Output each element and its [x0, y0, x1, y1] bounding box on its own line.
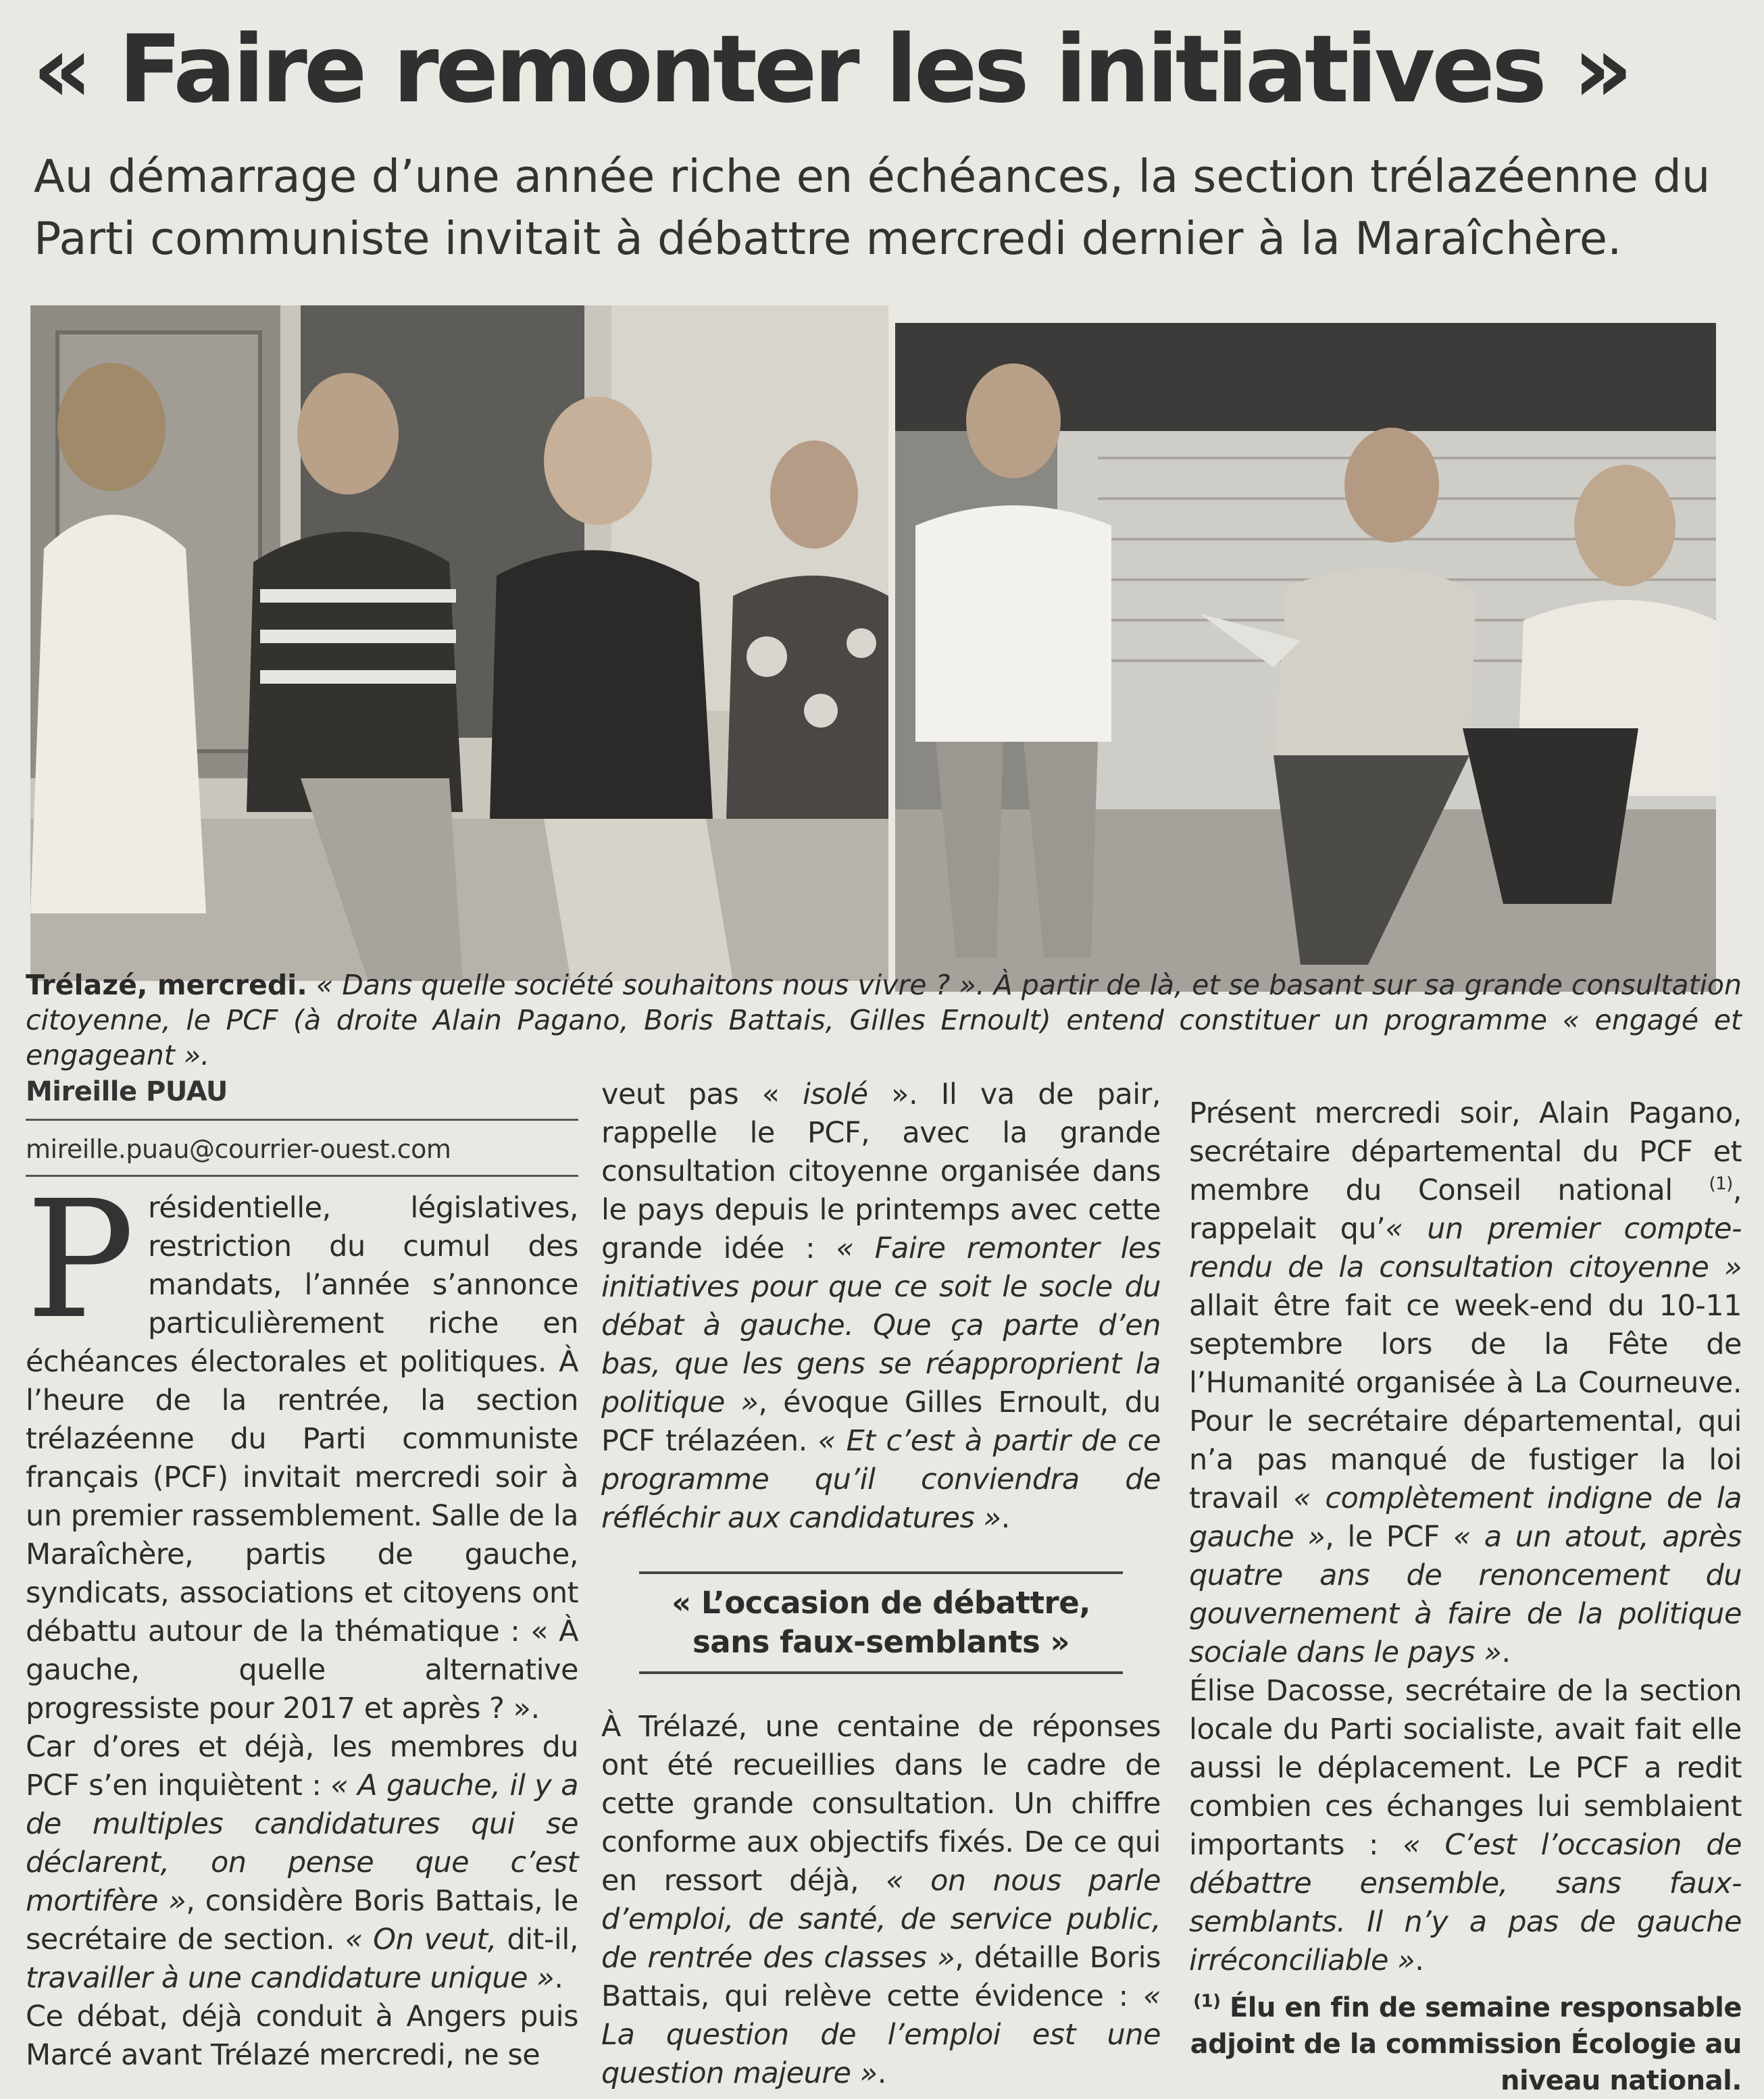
col2-paragraph-2 [601, 1708, 1161, 2093]
footnote-text: Élu en fin de semaine responsable adjoint de la commission Écologie au niveau national. [1190, 1992, 1742, 2096]
column-1 [26, 1074, 578, 2075]
col2-p2-quote-1: « on nous parle d’emploi, de santé, de service public, de rentrée des classes » [601, 1864, 1161, 1975]
intertitle: « L’occasion de débattre, sans faux-semblants » [639, 1571, 1123, 1674]
caption-text-1: . À partir de là, et se basant sur sa grande consultation citoyenne, le PCF (à droite Alain Pagano, Boris Battais, Gilles Ernoult) entend constituer un programme [26, 969, 1742, 1036]
col3-p1-quote-1: « un premier compte-rendu de la consultation citoyenne » [1189, 1212, 1742, 1284]
col1-p2-quote-1: « A gauche, il y a de multiples candidatures qui se déclarent, on pense que c’est mortifère » [26, 1769, 578, 1918]
col3-p2-text: Élise Dacosse, secrétaire de la section locale du Parti socialiste, avait fait elle aussi le déplacement. Le PCF a redit combien ces échanges lui semblaient importants : [1189, 1674, 1742, 1862]
footnote [1189, 1990, 1742, 2099]
col2-p1-text-d: . [1001, 1501, 1010, 1535]
col2-p1-text-b: ». Il va de pair, rappelle le PCF, avec la grande consultation citoyenne organisée dans le pays depuis le printemps avec cette grande idée : [601, 1078, 1161, 1265]
photo-meeting-right [895, 323, 1716, 992]
photo-caption [26, 967, 1742, 1073]
col1-p2-text-d: . [554, 1961, 563, 1995]
col3-p2-quote: « C’est l’occasion de débattre ensemble, sans faux-semblants. Il n’y a pas de gauche irréconciliable » [1189, 1828, 1742, 1977]
col2-p2-text-b: , détaille Boris Battais, qui relève cette évidence : [601, 1941, 1161, 2013]
col2-p2-text-c: . [877, 2056, 886, 2090]
footnote-ref: (1) [1709, 1173, 1733, 1194]
col3-p2-end: . [1415, 1944, 1424, 1977]
caption-quote-2: « engagé et engageant » [26, 1004, 1742, 1071]
subheadline: Au démarrage d’une année riche en échéances, la section trélazéenne du Parti communiste invitait à débattre mercredi dernier à la Maraîchère. [34, 150, 1711, 265]
col3-p1-text-b: , rappelait qu’ [1189, 1173, 1742, 1246]
col2-p1-text-c: , évoque Gilles Ernoult, du PCF trélazéen. [601, 1386, 1161, 1458]
author-email[interactable]: mireille.puau@courrier-ouest.com [26, 1133, 578, 1177]
col1-p2-text-b: , considère Boris Battais, le secrétaire de section. [26, 1884, 578, 1956]
col1-p2-text-a: Car d’ores et déjà, les membres du PCF s’en inquiètent : [26, 1730, 578, 1802]
col3-p1-text-d: , le PCF [1325, 1520, 1453, 1554]
col1-p2-text-c: dit-il, [496, 1923, 578, 1956]
column-2 [601, 1076, 1161, 2093]
col2-p1-quote-2: « Et c’est à partir de ce programme qu’il conviendra de réfléchir aux candidatures » [601, 1424, 1161, 1535]
headline: « Faire remonter les initiatives » [32, 15, 1630, 124]
col1-paragraph-1 [26, 1165, 578, 1728]
col1-p2-quote-2: « On veut, [345, 1923, 497, 1956]
col3-p1-quote-2: « complètement indigne de la gauche » [1189, 1482, 1742, 1554]
col2-p1-text-a: veut pas « [601, 1078, 803, 1111]
col2-p1-quote-1: « Faire remonter les initiatives pour que ce soit le socle du débat à gauche. Que ça parte d’en bas, que les gens se réapproprient la politique » [601, 1232, 1161, 1419]
column-3 [1189, 1094, 1742, 2099]
footnote-mark: (1) [1193, 1991, 1221, 2012]
col3-paragraph-2 [1189, 1672, 1742, 1980]
photo-right-illustration [895, 323, 1716, 992]
col1-p1-text: résidentielle, législatives, restriction du cumul des mandats, l’année s’annonce particulièrement riche en échéances électorales et politiques. À l’heure de la rentrée, la section trélazéenne du Parti communiste français (PCF) invitait mercredi soir à un premier rassemblement. Salle de la Maraîchère, partis de gauche, syndicats, associations et citoyens ont débattu autour de la thématique : « À gauche, quelle alternative progressiste pour 2017 et après ? ». [26, 1191, 578, 1725]
col3-p1-text-c: allait être fait ce week-end du 10-11 septembre lors de la Fête de l’Humanité organisée à La Courneuve. Pour le secrétaire départemental, qui n’a pas manqué de fustiger la loi travail [1189, 1289, 1742, 1515]
col2-paragraph-1 [601, 1076, 1161, 1538]
caption-lead: Trélazé, mercredi. [26, 969, 307, 1001]
caption-quote-1: « Dans quelle société souhaitons nous vivre ? » [316, 969, 976, 1001]
col3-p1-text-a: Présent mercredi soir, Alain Pagano, secrétaire départemental du PCF et membre du Conseil national [1189, 1096, 1742, 1207]
col2-p1-italic: isolé [803, 1078, 868, 1111]
caption-end: . [201, 1039, 210, 1071]
col3-p1-quote-3: « a un atout, après quatre ans de renoncement du gouvernement à faire de la politique sociale dans le pays » [1189, 1520, 1742, 1669]
col1-paragraph-2 [26, 1728, 578, 1998]
col3-p1-text-e: . [1501, 1636, 1511, 1669]
dropcap: P [26, 1165, 134, 1355]
col1-p2-quote-3: travailler à une candidature unique » [26, 1961, 555, 1995]
photo-left-illustration [30, 305, 888, 981]
col2-p2-text-a: À Trélazé, une centaine de réponses ont été recueillies dans le cadre de cette grande consultation. Un chiffre conforme aux objectifs fixés. De ce qui en ressort déjà, [601, 1710, 1161, 1898]
photo-meeting-left [30, 305, 888, 981]
author-name: Mireille PUAU [26, 1074, 578, 1121]
col3-paragraph-1 [1189, 1094, 1742, 1672]
col1-paragraph-3: Ce débat, déjà conduit à Angers puis Marcé avant Trélazé mercredi, ne se [26, 2000, 578, 2072]
col2-p2-quote-2: « La question de l’emploi est une question majeure » [601, 1979, 1161, 2090]
